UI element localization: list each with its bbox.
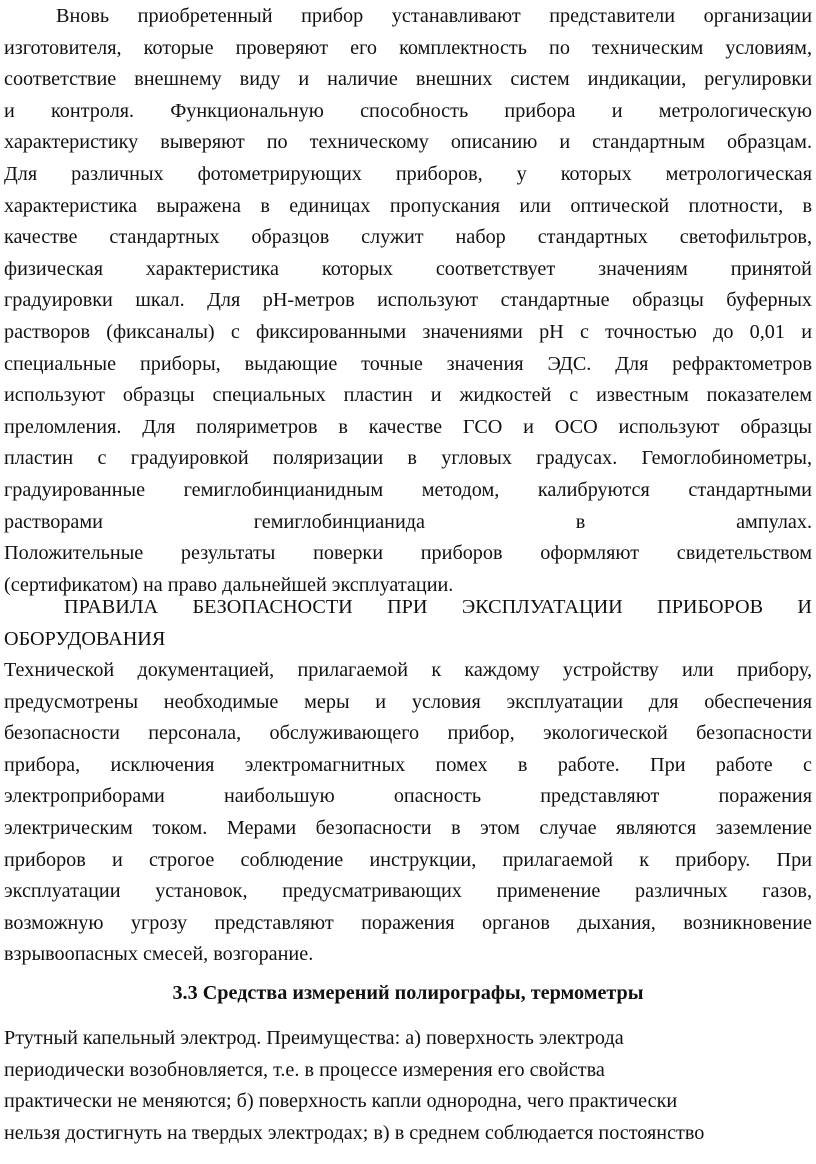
text-line: растворов (фиксаналы) с фиксированными значениями рН с точностью до 0,01 и — [4, 320, 812, 343]
heading-line: ПРАВИЛА БЕЗОПАСНОСТИ ПРИ ЭКСПЛУАТАЦИИ ПРИБОРОВ И — [64, 596, 812, 618]
text-line: характеристика выражена в единицах пропускания или оптической плотности, в — [4, 194, 812, 217]
text-line: преломления. Для поляриметров в качестве ГСО и ОСО используют образцы — [4, 415, 812, 438]
text-line: электрическим током. Мерами безопасности в этом случае являются заземление — [4, 816, 812, 839]
text-line: нельзя достигнуть на твердых электродах; в) в среднем соблюдается постоянство — [4, 1121, 705, 1144]
paragraph-verification — [4, 1, 812, 601]
text-line: качестве стандартных образцов служит набор стандартных светофильтров, — [4, 226, 812, 249]
text-line: эксплуатации установок, предусматривающих применение различных газов, — [4, 880, 812, 903]
text-line: растворами гемиглобинцианида в ампулах. — [4, 510, 812, 533]
text-line: электроприборами наибольшую опасность представляют поражения — [4, 785, 812, 808]
text-line: возможную угрозу представляют поражения органов дыхания, возникновение — [4, 911, 812, 934]
text-line: приборов и строгое соблюдение инструкции, прилагаемой к прибору. При — [4, 848, 812, 871]
text-line: и контроля. Функциональную способность прибора и метрологическую — [4, 99, 812, 122]
text-line: соответствие внешнему виду и наличие внешних систем индикации, регулировки — [4, 68, 812, 91]
text-line: изготовителя, которые проверяют его комплектность по техническим условиям, — [4, 36, 812, 59]
safety-heading — [4, 592, 812, 655]
text-line: периодически возобновляется, т.е. в процессе измерения его свойства — [4, 1058, 605, 1081]
text-line: физическая характеристика которых соответствует значениям принятой — [4, 257, 812, 280]
paragraph-safety — [4, 655, 812, 971]
text-line: предусмотрены необходимые меры и условия эксплуатации для обеспечения — [4, 690, 812, 713]
text-line: пластин с градуировкой поляризации в угловых градусах. Гемоглобинометры, — [4, 447, 812, 470]
text-line: градуированные гемиглобинцианидным методом, калибруются стандартными — [4, 478, 812, 501]
text-line: (сертификатом) на право дальнейшей эксплуатации. — [4, 573, 454, 596]
text-line: практически не меняются; б) поверхность капли однородна, чего практически — [4, 1090, 678, 1113]
text-line: используют образцы специальных пластин и жидкостей с известным показателем — [4, 384, 812, 407]
text-line: Вновь приобретенный прибор устанавливают представители организации — [56, 5, 812, 27]
text-line: Ртутный капельный электрод. Преимущества: а) поверхность электрода — [4, 1027, 624, 1049]
text-line: специальные приборы, выдающие точные значения ЭДС. Для рефрактометров — [4, 352, 812, 375]
text-line: Для различных фотометрирующих приборов, у которых метрологическая — [4, 162, 812, 185]
text-line: Технической документацией, прилагаемой к каждому устройству или прибору, — [4, 659, 812, 681]
text-line: градуировки шкал. Для рН-метров используют стандартные образцы буферных — [4, 289, 812, 312]
text-line: характеристику выверяют по техническому описанию и стандартным образцам. — [4, 131, 812, 154]
text-line: взрывоопасных смесей, возгорание. — [4, 943, 314, 966]
heading-line: ОБОРУДОВАНИЯ — [4, 627, 166, 650]
paragraph-electrode — [4, 1023, 812, 1149]
text-line: прибора, исключения электромагнитных помех в работе. При работе с — [4, 753, 812, 776]
section-heading: 3.3 Средства измерений полирографы, термометры — [172, 982, 644, 1004]
text-line: безопасности персонала, обслуживающего прибор, экологической безопасности — [4, 722, 812, 745]
text-line: Положительные результаты поверки приборов оформляют свидетельством — [4, 542, 812, 565]
